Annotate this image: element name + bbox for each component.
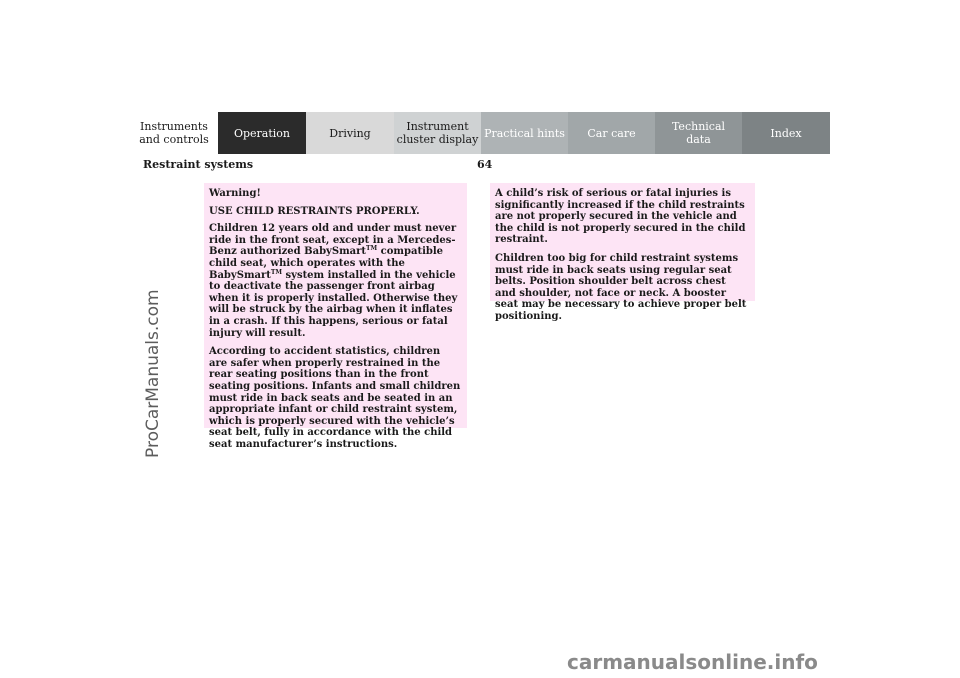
tab-label xyxy=(587,127,635,140)
page-number: 64 xyxy=(477,158,493,171)
trademark-symbol: TM xyxy=(270,268,283,276)
footer-watermark-url: carmanualsonline.info xyxy=(567,650,818,674)
tab-label xyxy=(234,127,290,140)
tab-label-line: cluster display xyxy=(396,133,479,146)
tab-label-line: Instrument xyxy=(406,120,469,133)
tab-driving[interactable] xyxy=(306,112,394,154)
tab-label-line: Driving xyxy=(329,126,371,140)
page-header xyxy=(130,158,830,174)
warning-paragraph-2 xyxy=(209,223,461,339)
tab-label-line: Practical hints xyxy=(484,126,565,140)
tab-label-line: Operation xyxy=(233,126,291,140)
tab-label-line: and controls xyxy=(139,133,209,146)
warning-right-paragraph-1: A child’s risk of serious or fatal injuries is significantly increased if the child restraints are not properly secured in the vehicle and the child is not properly secured in the child restraint. xyxy=(495,188,746,246)
warning-paragraph-2-part-b: compatible child seat, which operates with the BabySmart xyxy=(209,246,444,281)
warning-box-left xyxy=(204,183,467,450)
warning-title: Warning! xyxy=(209,188,261,199)
tab-label-line: data xyxy=(686,133,711,146)
tab-operation[interactable] xyxy=(218,112,306,154)
tab-label-line: Technical xyxy=(671,120,726,133)
warning-box-right xyxy=(490,183,755,322)
tab-instruments-and-controls[interactable] xyxy=(130,112,218,154)
tab-car-care[interactable] xyxy=(568,112,655,154)
tab-label xyxy=(329,127,370,140)
chapter-tabs xyxy=(130,112,830,154)
warning-paragraph-1: USE CHILD RESTRAINTS PROPERLY. xyxy=(209,205,420,217)
warning-paragraph-2-part-a: Children 12 years old and under must never ride in the front seat, except in a Mercedes-Benz authorized BabySmart xyxy=(209,223,457,258)
warning-paragraph-2-part-c: system installed in the vehicle to deactivate the passenger front airbag when it is properly installed. Otherwise they will be struck by the airbag when it inflates in a crash. If this happens, serious or fatal injury will result. xyxy=(209,269,458,339)
tab-label xyxy=(770,127,801,140)
tab-label-line: Instruments xyxy=(140,120,208,133)
tab-label xyxy=(397,120,479,146)
tab-label-line: Car care xyxy=(587,126,636,140)
tab-practical-hints[interactable] xyxy=(481,112,568,154)
tab-label xyxy=(672,120,725,146)
tab-label xyxy=(484,127,565,140)
watermark-text: ProCarManuals.com xyxy=(143,289,163,458)
tab-label-line: Index xyxy=(770,126,802,140)
warning-right-paragraph-2: Children too big for child restraint systems must ride in back seats using regular seat belts. Position shoulder belt across chest and shoulder, not face or neck. A booster seat may be necessary to achieve proper belt positioning. xyxy=(495,252,747,322)
tab-label xyxy=(139,120,209,146)
trademark-symbol: TM xyxy=(366,245,378,253)
tab-index[interactable] xyxy=(742,112,830,154)
section-title: Restraint systems xyxy=(143,158,254,171)
warning-paragraph-3: According to accident statistics, children are safer when properly restrained in the rear seating positions than in the front seating positions. Infants and small children must ride in back seats and be seated in an appropriate infant or child restraint system, which is properly secured with the vehicle’s seat belt, fully in accordance with the child seat manufacturer’s instructions. xyxy=(209,346,461,450)
tab-instrument-cluster-display[interactable] xyxy=(394,112,481,154)
tab-technical-data[interactable] xyxy=(655,112,742,154)
